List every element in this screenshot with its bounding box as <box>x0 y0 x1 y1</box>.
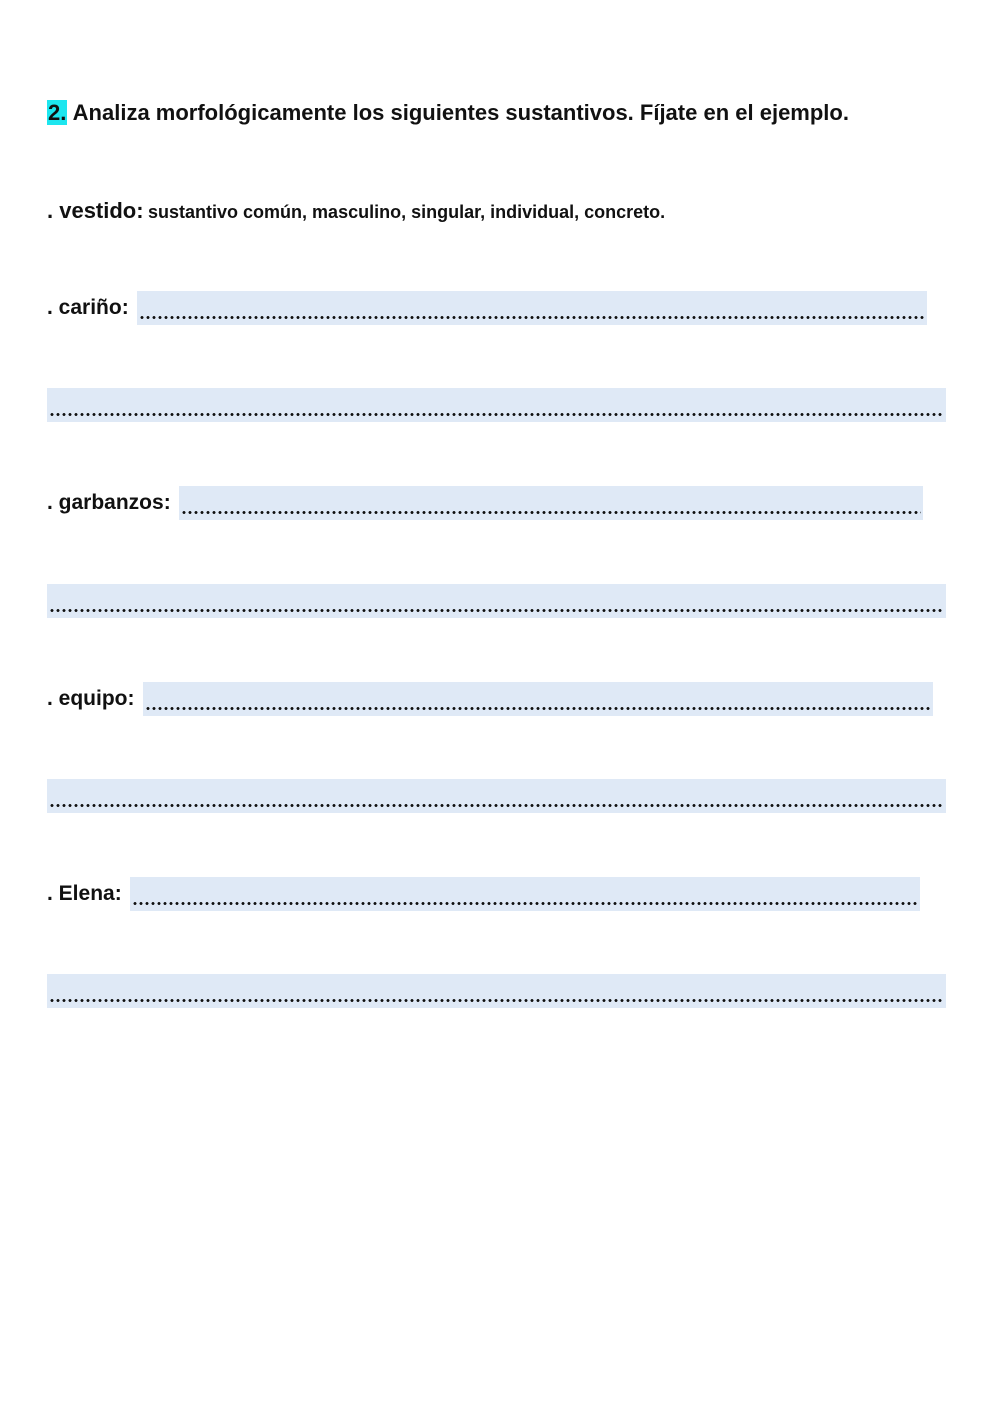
item-row-equipo <box>47 682 933 716</box>
answer-field-equipo-line-2[interactable] <box>47 779 946 813</box>
answer-field-carino-line-1[interactable] <box>137 291 927 325</box>
exercise-instruction: Analiza morfológicamente los siguientes sustantivos. Fíjate en el ejemplo. <box>72 100 849 125</box>
exercise-heading <box>47 96 849 130</box>
item-row-garbanzos-continued <box>47 584 946 618</box>
item-row-elena <box>47 877 920 911</box>
answer-field-garbanzos-line-2[interactable] <box>47 584 946 618</box>
item-row-carino <box>47 291 927 325</box>
answer-field-elena-line-1[interactable] <box>130 877 920 911</box>
item-label-garbanzos: . garbanzos: <box>47 491 171 514</box>
example-analysis: sustantivo común, masculino, singular, individual, concreto. <box>148 202 666 222</box>
answer-field-garbanzos-line-1[interactable] <box>179 486 923 520</box>
item-label-elena: . Elena: <box>47 882 122 905</box>
item-row-equipo-continued <box>47 779 946 813</box>
example-line <box>47 194 665 231</box>
answer-field-equipo-line-1[interactable] <box>143 682 933 716</box>
item-row-garbanzos <box>47 486 923 520</box>
item-label-equipo: . equipo: <box>47 687 135 710</box>
example-word: . vestido: <box>47 198 144 223</box>
item-row-carino-continued <box>47 388 946 422</box>
answer-field-carino-line-2[interactable] <box>47 388 946 422</box>
exercise-number: 2. <box>48 100 67 125</box>
item-row-elena-continued <box>47 974 946 1008</box>
answer-field-elena-line-2[interactable] <box>47 974 946 1008</box>
item-label-carino: . cariño: <box>47 296 129 319</box>
